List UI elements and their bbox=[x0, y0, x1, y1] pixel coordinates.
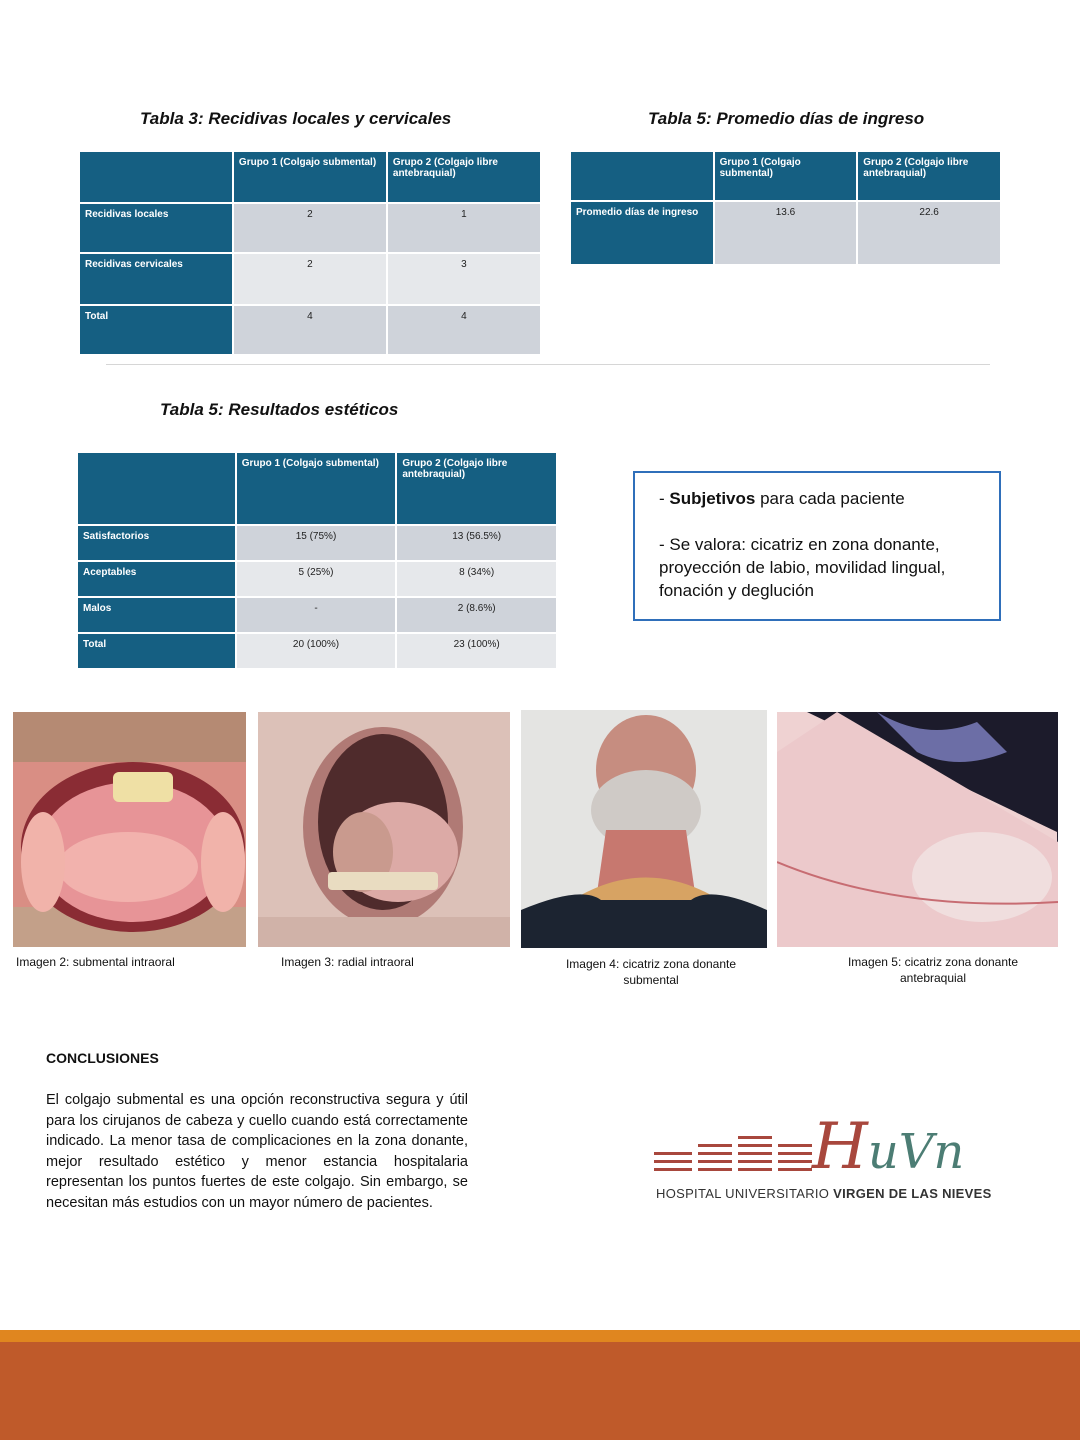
table3-corner bbox=[80, 152, 232, 202]
image-forearm-scar bbox=[777, 712, 1058, 947]
table5a-cell: 22.6 bbox=[858, 202, 1000, 264]
conclusions-text: El colgajo submental es una opción reconstructiva segura y útil para los cirujanos de cabeza y cuello cuando está correctamente indicado. La menor tasa de complicaciones en la zona donante, mejor resultado estético y menor estancia hospitalaria representan los puntos fuertes de este colgajo. Sin embargo, se necesitan más estudios con un mayor número de pacientes. bbox=[46, 1092, 468, 1211]
table5b-row-label: Aceptables bbox=[78, 562, 235, 596]
table5b-row-label: Total bbox=[78, 634, 235, 668]
table5a-header-group2: Grupo 2 (Colgajo libre antebraquial) bbox=[858, 152, 1000, 200]
table5b-row-label: Malos bbox=[78, 598, 235, 632]
logo-mark-icon bbox=[652, 1090, 982, 1180]
divider bbox=[106, 364, 990, 365]
notes-bold: Subjetivos bbox=[669, 489, 756, 508]
image-neck-scar bbox=[521, 710, 767, 948]
table3-cell: 1 bbox=[388, 204, 540, 252]
table5b-cell: 20 (100%) bbox=[237, 634, 396, 668]
table3 bbox=[78, 150, 542, 356]
logo-bars bbox=[654, 1136, 812, 1171]
image-radial-intraoral bbox=[258, 712, 510, 947]
table3-cell: 3 bbox=[388, 254, 540, 304]
table5b-cell: 23 (100%) bbox=[397, 634, 556, 668]
table5a-row-label: Promedio días de ingreso bbox=[571, 202, 713, 264]
table5a-cell: 13.6 bbox=[715, 202, 857, 264]
table3-cell: 2 bbox=[234, 204, 386, 252]
table5b-row-label: Satisfactorios bbox=[78, 526, 235, 560]
table5b-cell: 15 (75%) bbox=[237, 526, 396, 560]
table5a bbox=[569, 150, 1002, 266]
table5a-title: Tabla 5: Promedio días de ingreso bbox=[648, 109, 925, 128]
table5a-corner bbox=[571, 152, 713, 200]
hospital-logo bbox=[652, 1090, 982, 1180]
table5b-cell: - bbox=[237, 598, 396, 632]
logo-sub-normal: HOSPITAL UNIVERSITARIO bbox=[656, 1186, 834, 1201]
image-submental-intraoral bbox=[13, 712, 246, 947]
logo-sub-bold: VIRGEN DE LAS NIEVES bbox=[833, 1186, 992, 1201]
caption-image5: Imagen 5: cicatriz zona donante antebraquial bbox=[847, 955, 1019, 985]
forearm-photo-icon bbox=[777, 712, 1058, 947]
logo-subtitle bbox=[656, 1186, 992, 1201]
notes-prefix: - bbox=[659, 489, 670, 508]
table5b-header-group1: Grupo 1 (Colgajo submental) bbox=[237, 453, 396, 524]
table5a-header-group1: Grupo 1 (Colgajo submental) bbox=[715, 152, 857, 200]
notes-line-2: - Se valora: cicatriz en zona donante, proyección de labio, movilidad lingual, fonación y deglución bbox=[659, 535, 946, 600]
mouth-photo-icon bbox=[13, 712, 246, 947]
table3-cell: 4 bbox=[388, 306, 540, 354]
table5b-header-group2: Grupo 2 (Colgajo libre antebraquial) bbox=[397, 453, 556, 524]
mouth-photo-icon bbox=[258, 712, 510, 947]
table3-header-group2: Grupo 2 (Colgajo libre antebraquial) bbox=[388, 152, 540, 202]
table3-cell: 2 bbox=[234, 254, 386, 304]
table5b-title: Tabla 5: Resultados estéticos bbox=[160, 400, 399, 419]
table3-row-label: Recidivas locales bbox=[80, 204, 232, 252]
table3-cell: 4 bbox=[234, 306, 386, 354]
notes-box bbox=[633, 471, 1001, 621]
table5b-cell: 8 (34%) bbox=[397, 562, 556, 596]
table3-title: Tabla 3: Recidivas locales y cervicales bbox=[140, 109, 452, 128]
notes-rest: para cada paciente bbox=[755, 489, 905, 508]
table3-row-label: Total bbox=[80, 306, 232, 354]
footer-band-orange bbox=[0, 1330, 1080, 1342]
caption-image2: Imagen 2: submental intraoral bbox=[16, 955, 175, 969]
table3-header-group1: Grupo 1 (Colgajo submental) bbox=[234, 152, 386, 202]
table5b bbox=[76, 451, 558, 670]
table3-row-label: Recidivas cervicales bbox=[80, 254, 232, 304]
conclusions-heading: CONCLUSIONES bbox=[46, 1050, 159, 1066]
caption-image4: Imagen 4: cicatriz zona donante submental bbox=[565, 957, 737, 987]
table5b-cell: 5 (25%) bbox=[237, 562, 396, 596]
table5b-cell: 2 (8.6%) bbox=[397, 598, 556, 632]
caption-image3: Imagen 3: radial intraoral bbox=[281, 955, 414, 969]
table5b-cell: 13 (56.5%) bbox=[397, 526, 556, 560]
footer-band-rust bbox=[0, 1342, 1080, 1440]
table5b-corner bbox=[78, 453, 235, 524]
notes-line-1 bbox=[659, 487, 979, 510]
neck-photo-icon bbox=[521, 710, 767, 948]
logo-mark-text: HuVn bbox=[812, 1110, 965, 1180]
